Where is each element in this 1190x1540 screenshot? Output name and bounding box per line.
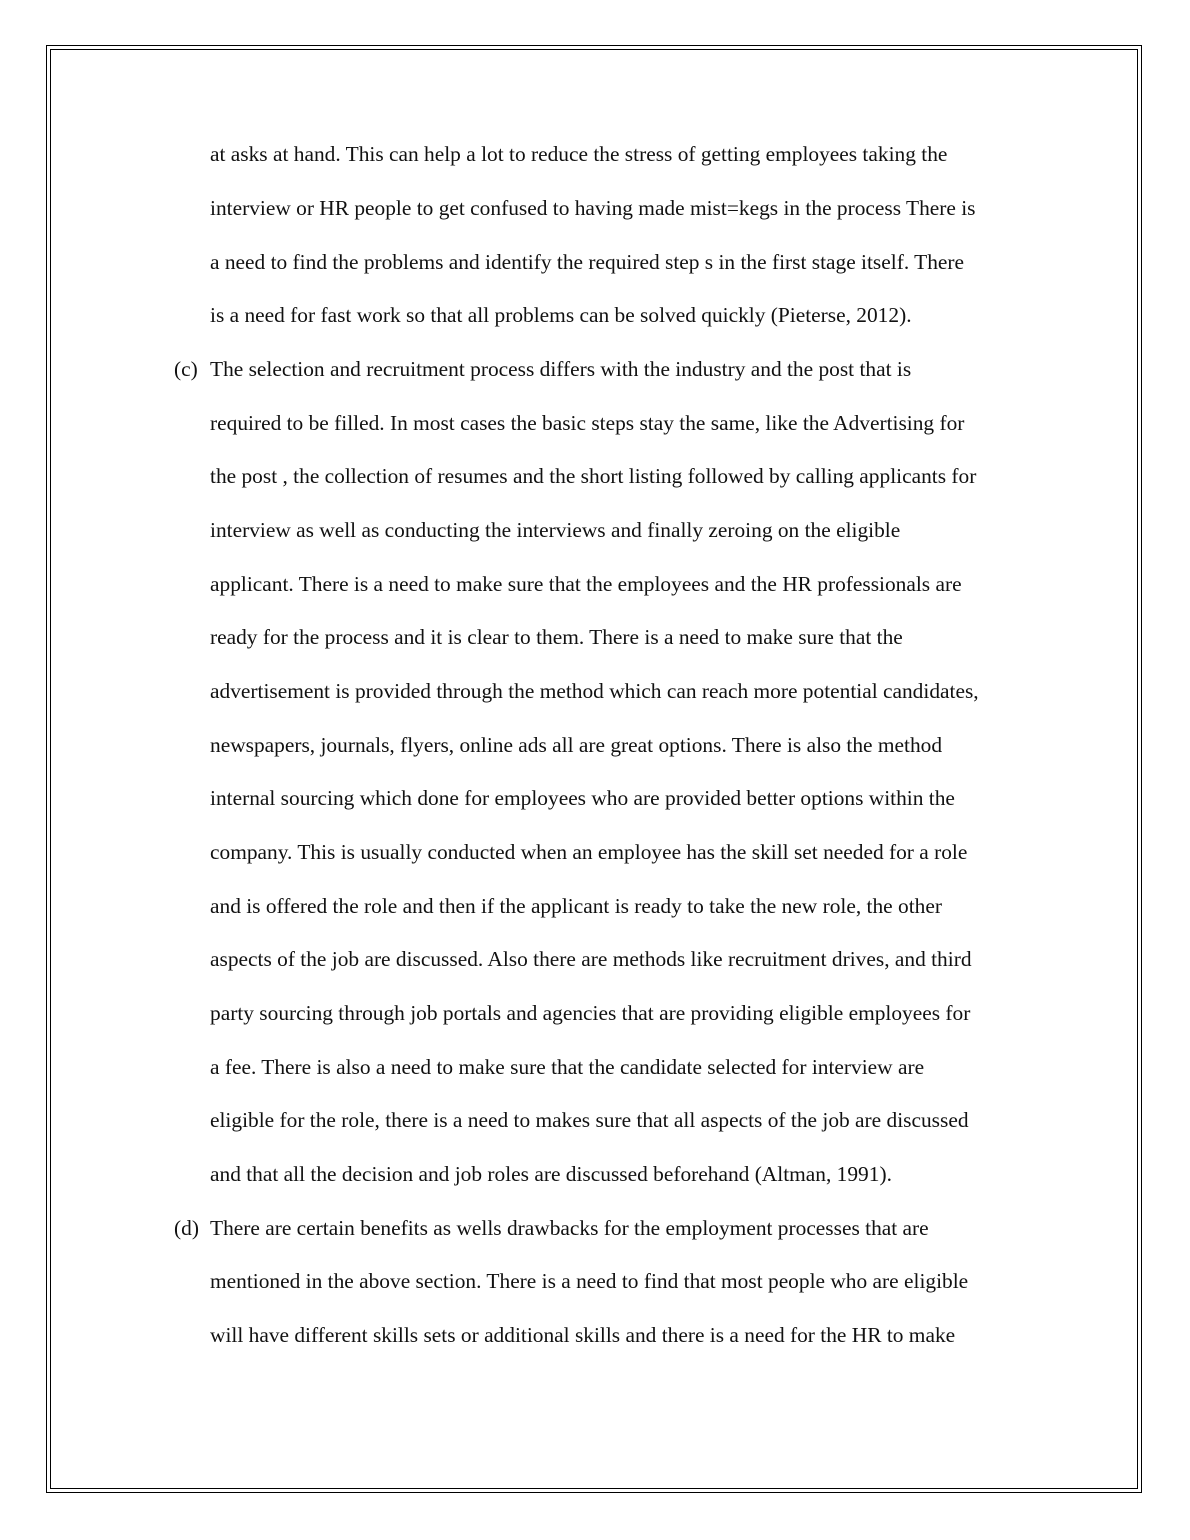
list-marker-c: (c) [174, 357, 198, 381]
text-line: and that all the decision and job roles are discussed beforehand (Altman, 1991). [210, 1162, 892, 1186]
text-line: applicant. There is a need to make sure that the employees and the HR professionals are [210, 572, 962, 596]
text-line: interview or HR people to get confused to having made mist=kegs in the process There is [210, 196, 976, 220]
text-line: a fee. There is also a need to make sure that the candidate selected for interview are [210, 1055, 925, 1079]
text-line: The selection and recruitment process differs with the industry and the post that is [210, 357, 912, 381]
text-line: company. This is usually conducted when an employee has the skill set needed for a role [210, 840, 968, 864]
text-line: aspects of the job are discussed. Also there are methods like recruitment drives, and third [210, 947, 972, 971]
text-line: ready for the process and it is clear to them. There is a need to make sure that the [210, 625, 903, 649]
text-line: will have different skills sets or additional skills and there is a need for the HR to make [210, 1323, 956, 1347]
text-line: required to be filled. In most cases the basic steps stay the same, like the Advertising for [210, 411, 965, 435]
text-line: eligible for the role, there is a need to makes sure that all aspects of the job are discussed [210, 1108, 969, 1132]
text-line: There are certain benefits as wells drawbacks for the employment processes that are [210, 1216, 929, 1240]
list-marker-d: (d) [174, 1216, 199, 1240]
text-line: newspapers, journals, flyers, online ads all are great options. There is also the method [210, 733, 943, 757]
text-line: the post , the collection of resumes and the short listing followed by calling applicants for [210, 464, 977, 488]
text-line: a need to find the problems and identify the required step s in the first stage itself. There [210, 250, 964, 274]
text-line: advertisement is provided through the method which can reach more potential candidates, [210, 679, 979, 703]
text-line: at asks at hand. This can help a lot to reduce the stress of getting employees taking the [210, 142, 948, 166]
text-line: party sourcing through job portals and agencies that are providing eligible employees for [210, 1001, 971, 1025]
text-line: and is offered the role and then if the applicant is ready to take the new role, the other [210, 894, 942, 918]
text-line: is a need for fast work so that all problems can be solved quickly (Pieterse, 2012). [210, 303, 912, 327]
text-line: internal sourcing which done for employees who are provided better options within the [210, 786, 955, 810]
text-line: interview as well as conducting the interviews and finally zeroing on the eligible [210, 518, 901, 542]
text-line: mentioned in the above section. There is a need to find that most people who are eligible [210, 1269, 969, 1293]
